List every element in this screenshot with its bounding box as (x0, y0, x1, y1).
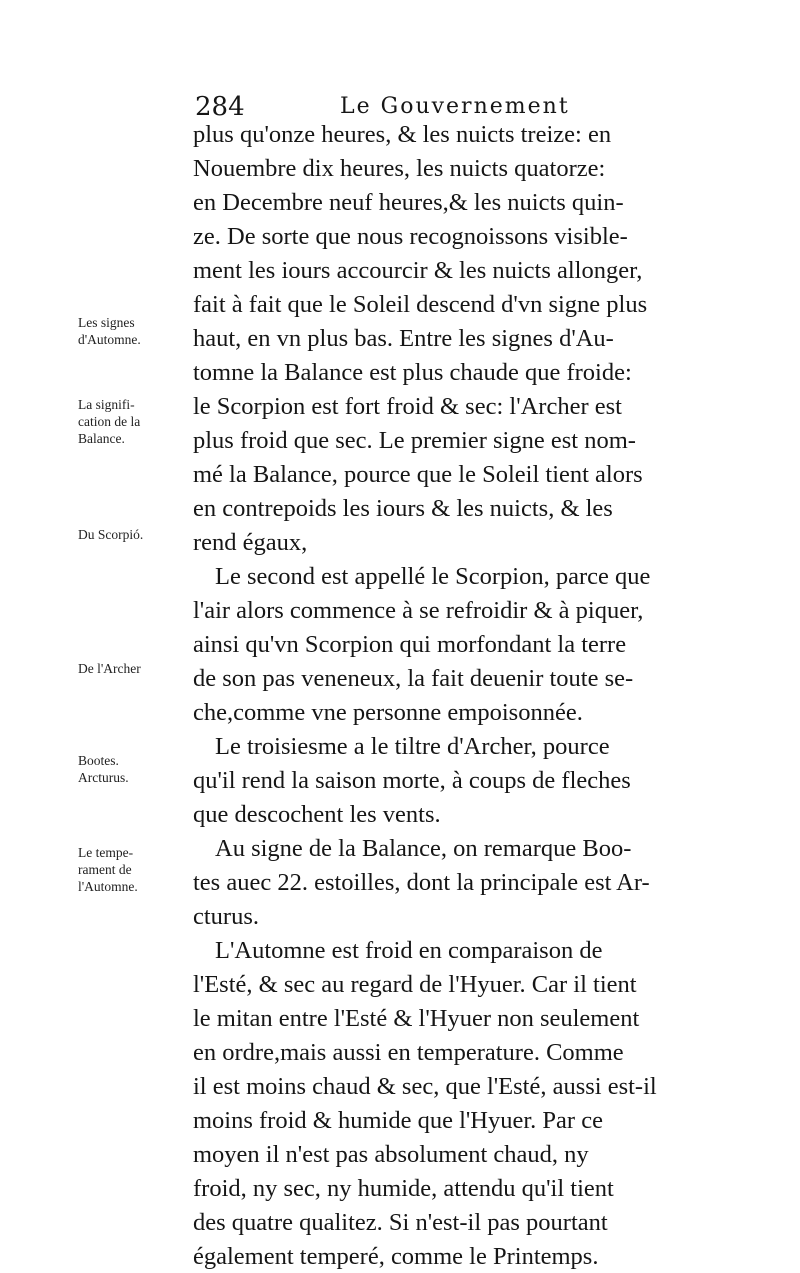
text-line: qu'il rend la saison morte, à coups de fleches (193, 767, 631, 794)
text-line: haut, en vn plus bas. Entre les signes d'Au- (193, 325, 614, 352)
text-line: che,comme vne personne empoisonnée. (193, 699, 583, 726)
margin-note-line: La signifi- (78, 397, 135, 412)
text-line: Le troisiesme a le tiltre d'Archer, pource (215, 733, 610, 760)
margin-note-archer (78, 660, 188, 677)
text-line: l'air alors commence à se refroidir & à piquer, (193, 597, 644, 624)
text-line: moins froid & humide que l'Hyuer. Par ce (193, 1107, 603, 1134)
text-line: il est moins chaud & sec, que l'Esté, aussi est-il (193, 1073, 657, 1100)
text-line: fait à fait que le Soleil descend d'vn signe plus (193, 291, 648, 318)
text-line: que descochent les vents. (193, 801, 441, 828)
margin-note-line: Balance. (78, 431, 125, 446)
text-line: en Decembre neuf heures,& les nuicts quin- (193, 189, 624, 216)
margin-note-balance (78, 396, 188, 447)
margin-note-line: Le tempe- (78, 845, 134, 860)
text-line: des quatre qualitez. Si n'est-il pas pourtant (193, 1209, 608, 1236)
running-title: Le Gouvernement (340, 94, 570, 119)
text-line: Nouembre dix heures, les nuicts quatorze: (193, 155, 606, 182)
text-line: également temperé, comme le Printemps. (193, 1243, 599, 1270)
text-line: ze. De sorte que nous recognoissons visible- (193, 223, 628, 250)
text-line: rend égaux, (193, 529, 308, 556)
text-line: en ordre,mais aussi en temperature. Comme (193, 1039, 624, 1066)
margin-note-line: cation de la (78, 414, 141, 429)
text-line: froid, ny sec, ny humide, attendu qu'il tient (193, 1175, 614, 1202)
text-line: ainsi qu'vn Scorpion qui morfondant la terre (193, 631, 627, 658)
margin-note-line: d'Automne. (78, 332, 141, 347)
margin-note-scorpion (78, 526, 188, 543)
text-line: en contrepoids les iours & les nuicts, & les (193, 495, 613, 522)
margin-note-line: rament de (78, 862, 132, 877)
text-line: Au signe de la Balance, on remarque Boo- (215, 835, 632, 862)
text-line: plus froid que sec. Le premier signe est nom- (193, 427, 636, 454)
margin-note-line: Les signes (78, 315, 135, 330)
text-line: tomne la Balance est plus chaude que froide: (193, 359, 632, 386)
text-line: Le second est appellé le Scorpion, parce que (215, 563, 651, 590)
margin-note-line: De l'Archer (78, 661, 141, 676)
text-line: le mitan entre l'Esté & l'Hyuer non seulement (193, 1005, 640, 1032)
text-line: cturus. (193, 903, 259, 930)
text-line: ment les iours accourcir & les nuicts allonger, (193, 257, 643, 284)
margin-note-bootes (78, 752, 188, 786)
margin-note-temperament (78, 844, 188, 895)
text-line: moyen il n'est pas absolument chaud, ny (193, 1141, 589, 1168)
text-line: de son pas veneneux, la fait deuenir toute se- (193, 665, 634, 692)
text-line: mé la Balance, pource que le Soleil tient alors (193, 461, 643, 488)
margin-note-line: Bootes. (78, 753, 119, 768)
text-line: l'Esté, & sec au regard de l'Hyuer. Car il tient (193, 971, 637, 998)
margin-note-line: Arcturus. (78, 770, 129, 785)
text-line: le Scorpion est fort froid & sec: l'Archer est (193, 393, 622, 420)
page-number: 284 (195, 92, 245, 122)
margin-note-signes-automne (78, 314, 188, 348)
margin-note-line: Du Scorpió. (78, 527, 144, 542)
margin-note-line: l'Automne. (78, 879, 138, 894)
text-line: plus qu'onze heures, & les nuicts treize: en (193, 121, 612, 148)
text-line: L'Automne est froid en comparaison de (215, 937, 603, 964)
text-line: tes auec 22. estoilles, dont la principale est Ar- (193, 869, 650, 896)
